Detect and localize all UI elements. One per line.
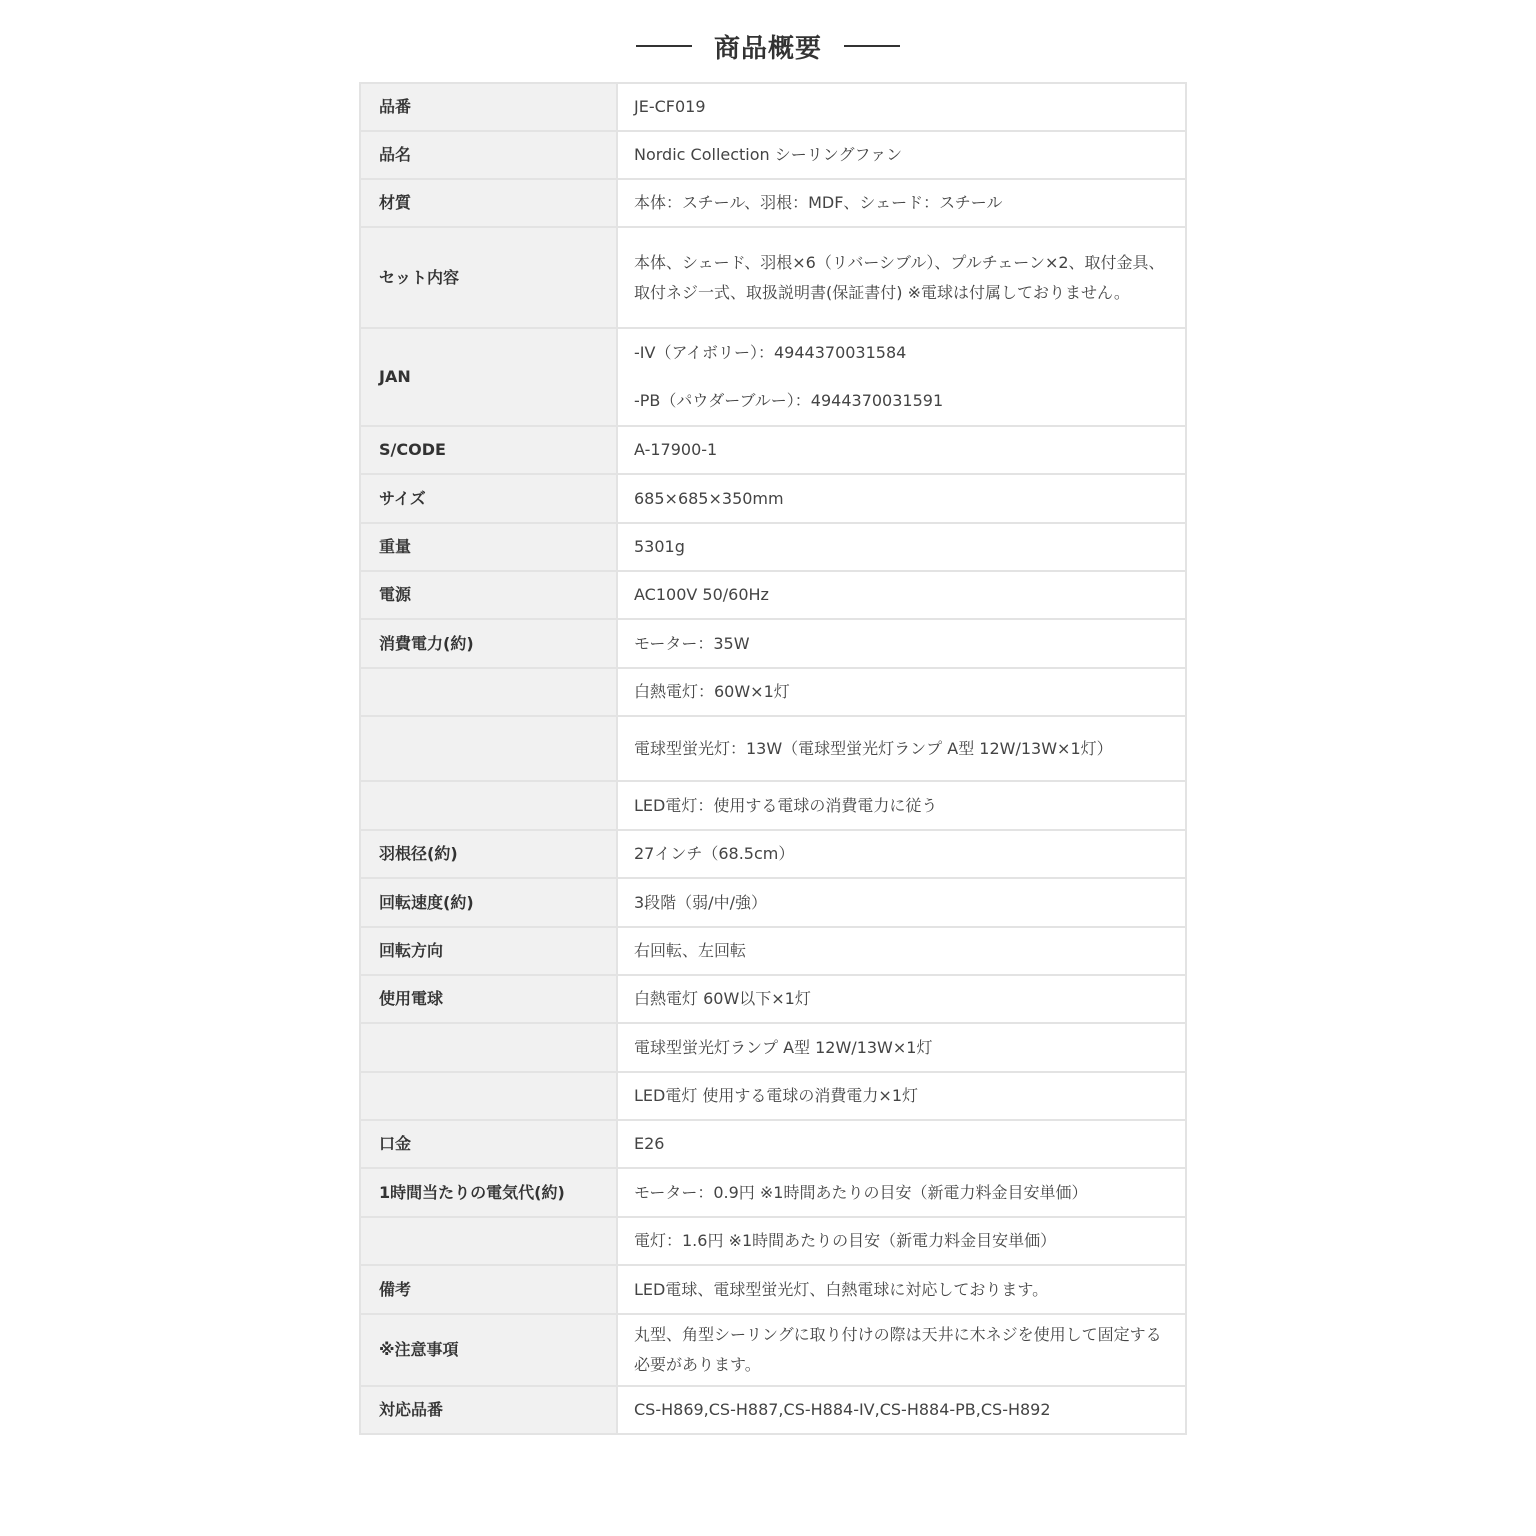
- row-label: 1時間当たりの電気代(約): [360, 1168, 617, 1217]
- table-row: [360, 1168, 1186, 1217]
- table-row: [360, 830, 1186, 878]
- row-label: 回転方向: [360, 927, 617, 975]
- row-value: モーター：35W: [617, 619, 1186, 668]
- table-row: [360, 1217, 1186, 1265]
- row-label: 電源: [360, 571, 617, 619]
- row-value: Nordic Collection シーリングファン: [617, 131, 1186, 179]
- row-label: 品名: [360, 131, 617, 179]
- table-row: [360, 1023, 1186, 1072]
- row-label: 羽根径(約): [360, 830, 617, 878]
- table-row: [360, 1314, 1186, 1386]
- row-value: A-17900-1: [617, 426, 1186, 474]
- table-row: [360, 1386, 1186, 1434]
- row-label: [360, 668, 617, 716]
- row-value-jan: [617, 328, 1186, 426]
- section-heading: [0, 22, 1536, 70]
- row-value: 白熱電灯 60W以下×1灯: [617, 975, 1186, 1023]
- table-row: [360, 474, 1186, 523]
- spec-table: [359, 82, 1187, 1435]
- row-label: 備考: [360, 1265, 617, 1314]
- heading-rule-right: [844, 45, 900, 47]
- table-row: [360, 927, 1186, 975]
- jan-powder-blue: -PB（パウダーブルー）：4944370031591: [634, 391, 944, 410]
- table-row: [360, 83, 1186, 131]
- row-label: [360, 1217, 617, 1265]
- row-value: 白熱電灯：60W×1灯: [617, 668, 1186, 716]
- table-row: [360, 781, 1186, 830]
- row-label: 品番: [360, 83, 617, 131]
- table-row: [360, 1072, 1186, 1120]
- table-row: [360, 1265, 1186, 1314]
- table-row: [360, 1120, 1186, 1168]
- heading-title: 商品概要: [713, 33, 822, 64]
- row-label: セット内容: [360, 227, 617, 328]
- row-value: CS-H869,CS-H887,CS-H884-IV,CS-H884-PB,CS-H892: [617, 1386, 1186, 1434]
- table-row: [360, 878, 1186, 927]
- row-value: 本体、シェード、羽根×6（リバーシブル）、プルチェーン×2、取付金具、取付ネジ一式、取扱説明書(保証書付) ※電球は付属しておりません。: [617, 227, 1186, 328]
- row-label: 使用電球: [360, 975, 617, 1023]
- row-value: E26: [617, 1120, 1186, 1168]
- heading-rule-left: [636, 45, 692, 47]
- row-value: LED電灯：使用する電球の消費電力に従う: [617, 781, 1186, 830]
- row-label: ※注意事項: [360, 1314, 617, 1386]
- table-row: [360, 328, 1186, 426]
- row-value: 右回転、左回転: [617, 927, 1186, 975]
- row-label: 対応品番: [360, 1386, 617, 1434]
- table-row: [360, 227, 1186, 328]
- row-value: 27インチ（68.5cm）: [617, 830, 1186, 878]
- jan-ivory: -IV（アイボリー）：4944370031584: [634, 343, 907, 362]
- row-value: JE-CF019: [617, 83, 1186, 131]
- row-label: 材質: [360, 179, 617, 227]
- table-row: [360, 523, 1186, 571]
- row-label: S/CODE: [360, 426, 617, 474]
- row-label: [360, 781, 617, 830]
- table-row: [360, 619, 1186, 668]
- row-value: LED電球、電球型蛍光灯、白熱電球に対応しております。: [617, 1265, 1186, 1314]
- row-value: 電球型蛍光灯：13W（電球型蛍光灯ランプ A型 12W/13W×1灯）: [617, 716, 1186, 781]
- table-row: [360, 975, 1186, 1023]
- row-value: 685×685×350mm: [617, 474, 1186, 523]
- row-value: 本体：スチール、羽根：MDF、シェード：スチール: [617, 179, 1186, 227]
- table-row: [360, 571, 1186, 619]
- row-value: 電球型蛍光灯ランプ A型 12W/13W×1灯: [617, 1023, 1186, 1072]
- table-row: [360, 179, 1186, 227]
- row-label: [360, 716, 617, 781]
- row-value: 丸型、角型シーリングに取り付けの際は天井に木ネジを使用して固定する必要があります。: [617, 1314, 1186, 1386]
- table-row: [360, 426, 1186, 474]
- row-value: 3段階（弱/中/強）: [617, 878, 1186, 927]
- row-label: [360, 1023, 617, 1072]
- row-value: 5301g: [617, 523, 1186, 571]
- row-label: [360, 1072, 617, 1120]
- row-label: JAN: [360, 328, 617, 426]
- table-row: [360, 131, 1186, 179]
- row-label: 回転速度(約): [360, 878, 617, 927]
- row-label: 消費電力(約): [360, 619, 617, 668]
- row-label: 重量: [360, 523, 617, 571]
- row-value: 電灯：1.6円 ※1時間あたりの目安（新電力料金目安単価）: [617, 1217, 1186, 1265]
- table-row: [360, 716, 1186, 781]
- row-value: AC100V 50/60Hz: [617, 571, 1186, 619]
- row-value: モーター：0.9円 ※1時間あたりの目安（新電力料金目安単価）: [617, 1168, 1186, 1217]
- table-row: [360, 668, 1186, 716]
- row-label: サイズ: [360, 474, 617, 523]
- row-value: LED電灯 使用する電球の消費電力×1灯: [617, 1072, 1186, 1120]
- row-label: 口金: [360, 1120, 617, 1168]
